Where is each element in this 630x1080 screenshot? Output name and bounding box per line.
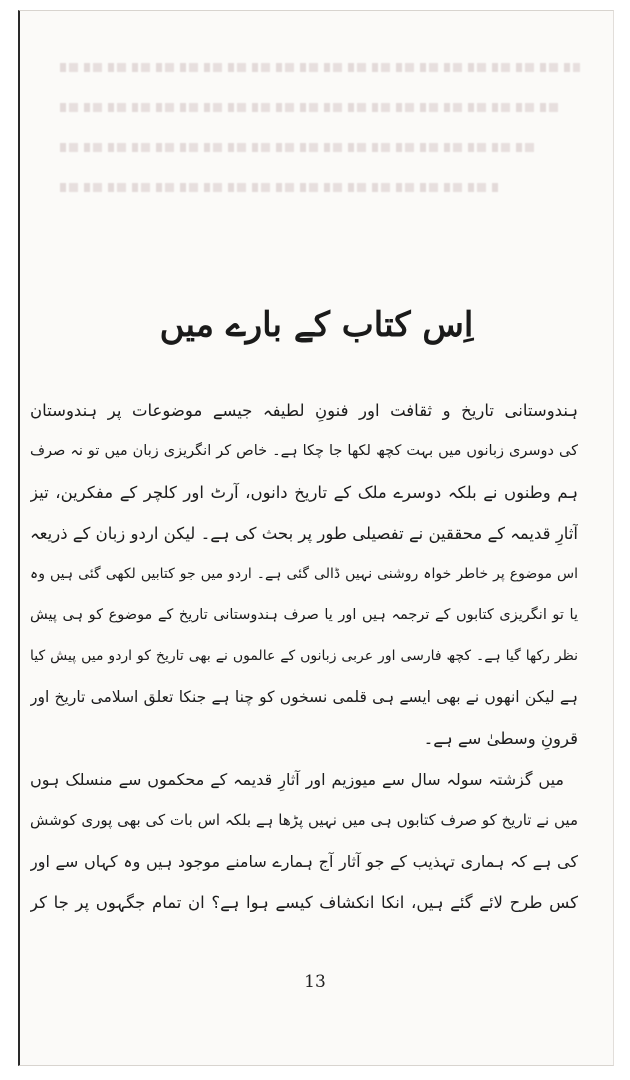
text-line: قرونِ وسطیٰ سے ہے۔ (423, 729, 578, 748)
text-line: ہندوستانی تاریخ و ثقافت اور فنونِ لطیفہ جیسے موضوعات پر ہندوستان (30, 401, 578, 420)
text-line: یا تو انگریزی کتابوں کے ترجمہ ہیں اور یا صرف ہندوستانی تاریخ کے موضوع کو ہی پیش (30, 607, 578, 623)
text-line: میں نے تاریخ کو صرف کتابوں ہی میں نہیں پڑھا ہے بلکہ اس بات کی بھی پوری کوشش (30, 811, 578, 829)
text-line: کس طرح لائے گئے ہیں، انکا انکشاف کیسے ہوا ہے؟ ان تمام جگہوں پر جا کر (30, 893, 578, 912)
page-title: اِس کتاب کے بارے میں (159, 305, 474, 345)
bleed-through-text (60, 183, 500, 192)
bleed-through-text (60, 143, 540, 152)
text-line: میں گزشتہ سولہ سال سے میوزیم اور آثارِ قدیمہ کے محکموں سے منسلک ہوں (30, 770, 564, 789)
page-number: 13 (304, 972, 326, 992)
text-line: کی دوسری زبانوں میں بہت کچھ لکھا جا چکا ہے۔ خاص کر انگریزی زبان میں تو نہ صرف (30, 443, 578, 459)
text-line: ہم وطنوں نے بلکہ دوسرے ملک کے تاریخ دانوں، آرٹ اور کلچر کے مفکرین، تیز (30, 483, 578, 502)
text-line: نظر رکھا گیا ہے۔ کچھ فارسی اور عربی زبانوں کے عالموں نے بھی تاریخ کو اردو میں پیش کیا (30, 648, 578, 664)
body-text (30, 390, 578, 923)
text-line: آثارِ قدیمہ کے محققین نے تفصیلی طور پر بحث کی ہے۔ لیکن اردو زبان کے ذریعہ (30, 524, 578, 543)
text-line: کی ہے کہ ہماری تہذیب کے جو آثار آج ہمارے سامنے موجود ہیں وہ کہاں سے اور (30, 852, 578, 871)
bleed-through-text (60, 63, 580, 72)
text-line: اس موضوع پر خاطر خواہ روشنی نہیں ڈالی گئی ہے۔ اردو میں جو کتابیں لکھی گئی ہیں وہ (30, 566, 578, 582)
bleed-through-text (60, 103, 560, 112)
text-line: ہے لیکن انھوں نے بھی ایسے ہی قلمی نسخوں کو چنا ہے جنکا تعلق اسلامی تاریخ اور (30, 688, 578, 706)
